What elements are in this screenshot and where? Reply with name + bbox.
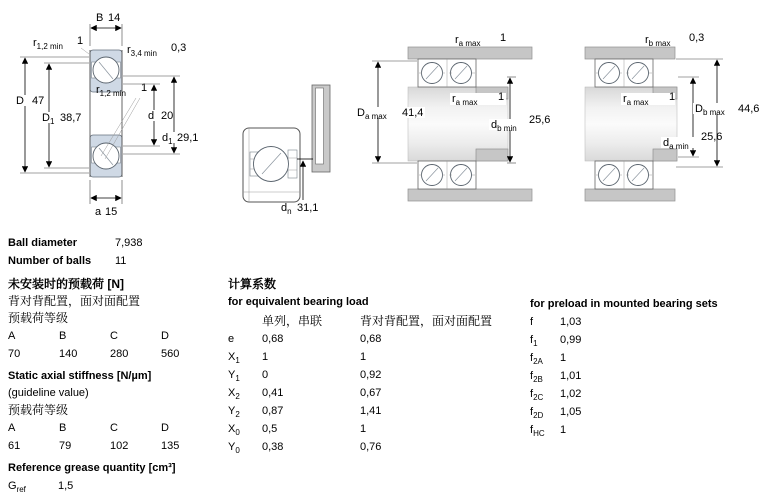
ball-diameter-value: 7,938 <box>115 237 143 249</box>
dim-B-label: B <box>96 12 104 24</box>
dim-da-value: 25,6 <box>701 131 723 143</box>
bearing-pair-top <box>595 59 653 87</box>
calc-row-X1: $X_1$ 1 1 <box>228 351 367 366</box>
grease-value: 1,5 <box>58 480 74 492</box>
dim-ra-mid-label: $r_{a max}$ <box>452 93 478 107</box>
calc-column-headers <box>228 312 528 330</box>
calc-row-X2: $X_2$ 0,41 0,67 <box>228 387 382 402</box>
number-of-balls-value: 11 <box>115 255 127 267</box>
preload-class-headers: A B C D <box>8 330 169 342</box>
shaft-shoulder-bottom <box>476 149 508 161</box>
dim-B-value: 14 <box>108 12 121 24</box>
preload-class-values: 70 140 280 560 <box>8 348 180 360</box>
dim-ra-top-label: $r_{a max}$ <box>455 34 481 48</box>
dim-Da-label: $D_{a max}$ <box>357 107 387 121</box>
dim-r12-inner-value: 1 <box>141 82 148 94</box>
dim-Db-label: $D_{b max}$ <box>695 103 725 117</box>
spec-column-left <box>8 234 224 495</box>
calc-row-Y2: $Y_2$ 0,87 1,41 <box>228 405 382 420</box>
dim-d1-value: 29,1 <box>177 132 199 144</box>
calc-row-Y0: $Y_0$ 0,38 0,76 <box>228 441 382 456</box>
dim-rb-top-label: $r_{b max}$ <box>645 34 671 48</box>
dim-r12-top-value: 1 <box>77 35 84 47</box>
stiffness-note: (guideline value) <box>8 387 89 399</box>
mounted-pair-diagram-abutment <box>350 28 565 220</box>
dim-D1-value: 38,7 <box>60 112 82 124</box>
stiffness-values: 61 79 102 135 <box>8 440 180 452</box>
preload-row-f2D: $f_{2D}$ 1,05 <box>530 406 582 421</box>
calc-row-X0: $X_0$ 0,5 1 <box>228 423 367 438</box>
stiffness-headers: A B C D <box>8 422 169 434</box>
bearing-pair-bottom <box>418 161 476 189</box>
calc-subtitle: for equivalent bearing load <box>228 296 369 308</box>
grease-title: Reference grease quantity [cm³] <box>8 462 176 474</box>
dim-Da-value: 41,4 <box>402 107 424 119</box>
preload-arrangement-line: 背对背配置，面对面配置 <box>8 294 141 308</box>
calc-title: 计算系数 <box>228 277 277 291</box>
dim-r12-inner-label: $r_{1,2 min}$ <box>96 84 126 98</box>
dim-db-label: $d_{b min}$ <box>491 119 517 133</box>
grease-symbol: $G_{ref}$ <box>8 480 26 495</box>
dim-d-value: 20 <box>161 110 174 122</box>
dim-d1-label: $d_1$ <box>162 132 173 146</box>
preload-row-f2B: $f_{2B}$ 1,01 <box>530 370 582 385</box>
dim-d-label: d <box>148 110 155 122</box>
dim-r34-value: 0,3 <box>171 42 187 54</box>
dim-a-label: a <box>95 206 102 218</box>
calc-row-e: e 0,68 0,68 <box>228 333 382 345</box>
dim-db-value: 25,6 <box>529 114 551 126</box>
dim-Db-value: 44,6 <box>738 103 760 115</box>
dim-D-label: D <box>16 95 24 107</box>
dim-dn-value: 31,1 <box>297 202 319 214</box>
preload-row-f: f 1,03 <box>530 316 582 328</box>
calc-row-Y1: $Y_1$ 0 0,92 <box>228 369 382 384</box>
preload-class-line: 预载荷等级 <box>8 311 69 325</box>
dim-a-value: 15 <box>105 206 118 218</box>
ball-diameter-row <box>8 234 224 252</box>
dim-D1-label: $D_1$ <box>42 112 55 126</box>
sleeve-slot <box>316 88 324 164</box>
preload-factors-column <box>530 295 769 439</box>
dim-rb-top-value: 0,3 <box>689 32 705 44</box>
dim-dn-label: $d_n$ <box>281 202 292 216</box>
ball-diameter-label: Ball diameter <box>8 237 78 249</box>
preload-row-fHC: $f_{HC}$ 1 <box>530 424 567 439</box>
housing-bottom <box>408 189 532 201</box>
preload-row-f2C: $f_{2C}$ 1,02 <box>530 388 582 403</box>
dim-D-value: 47 <box>32 95 45 107</box>
dim-ra-mid-value: 1 <box>669 91 676 103</box>
number-of-balls-row <box>8 252 224 270</box>
dim-ra-mid-value: 1 <box>498 91 505 103</box>
preload-unmounted-title: 未安装时的预载荷 [N] <box>8 277 124 291</box>
dim-da-label: $d_{a min}$ <box>663 137 689 151</box>
dim-r12-top-label: $r_{1,2 min}$ <box>33 37 63 51</box>
grease-row <box>8 477 224 495</box>
mounted-pair-diagram-preload <box>575 28 769 220</box>
housing-bottom <box>585 189 675 201</box>
preload-row-f2A: $f_{2A}$ 1 <box>530 352 567 367</box>
calc-factors-column <box>228 276 528 456</box>
stiffness-title: Static axial stiffness [N/µm] <box>8 370 152 382</box>
dim-r34-label: $r_{3,4 min}$ <box>127 44 157 58</box>
preload-factors-title: for preload in mounted bearing sets <box>530 298 718 310</box>
stiffness-class-line: 预载荷等级 <box>8 403 69 417</box>
housing-top <box>408 47 532 59</box>
bearing-cross-section-diagram <box>5 8 220 230</box>
housing-top <box>585 47 675 59</box>
number-of-balls-label: Number of balls <box>8 255 92 267</box>
bearing-pair-top <box>418 59 476 87</box>
calc-col2-header: 背对背配置，面对面配置 <box>360 314 493 328</box>
calc-col1-header: 单列，串联 <box>262 314 323 328</box>
dim-ra-top-value: 1 <box>500 32 507 44</box>
bearing-front-view-diagram <box>235 80 340 220</box>
preload-row-f1: $f_1$ 0,99 <box>530 334 582 349</box>
dim-ra-mid-label: $r_{a max}$ <box>623 93 649 107</box>
bearing-pair-bottom <box>595 161 653 189</box>
